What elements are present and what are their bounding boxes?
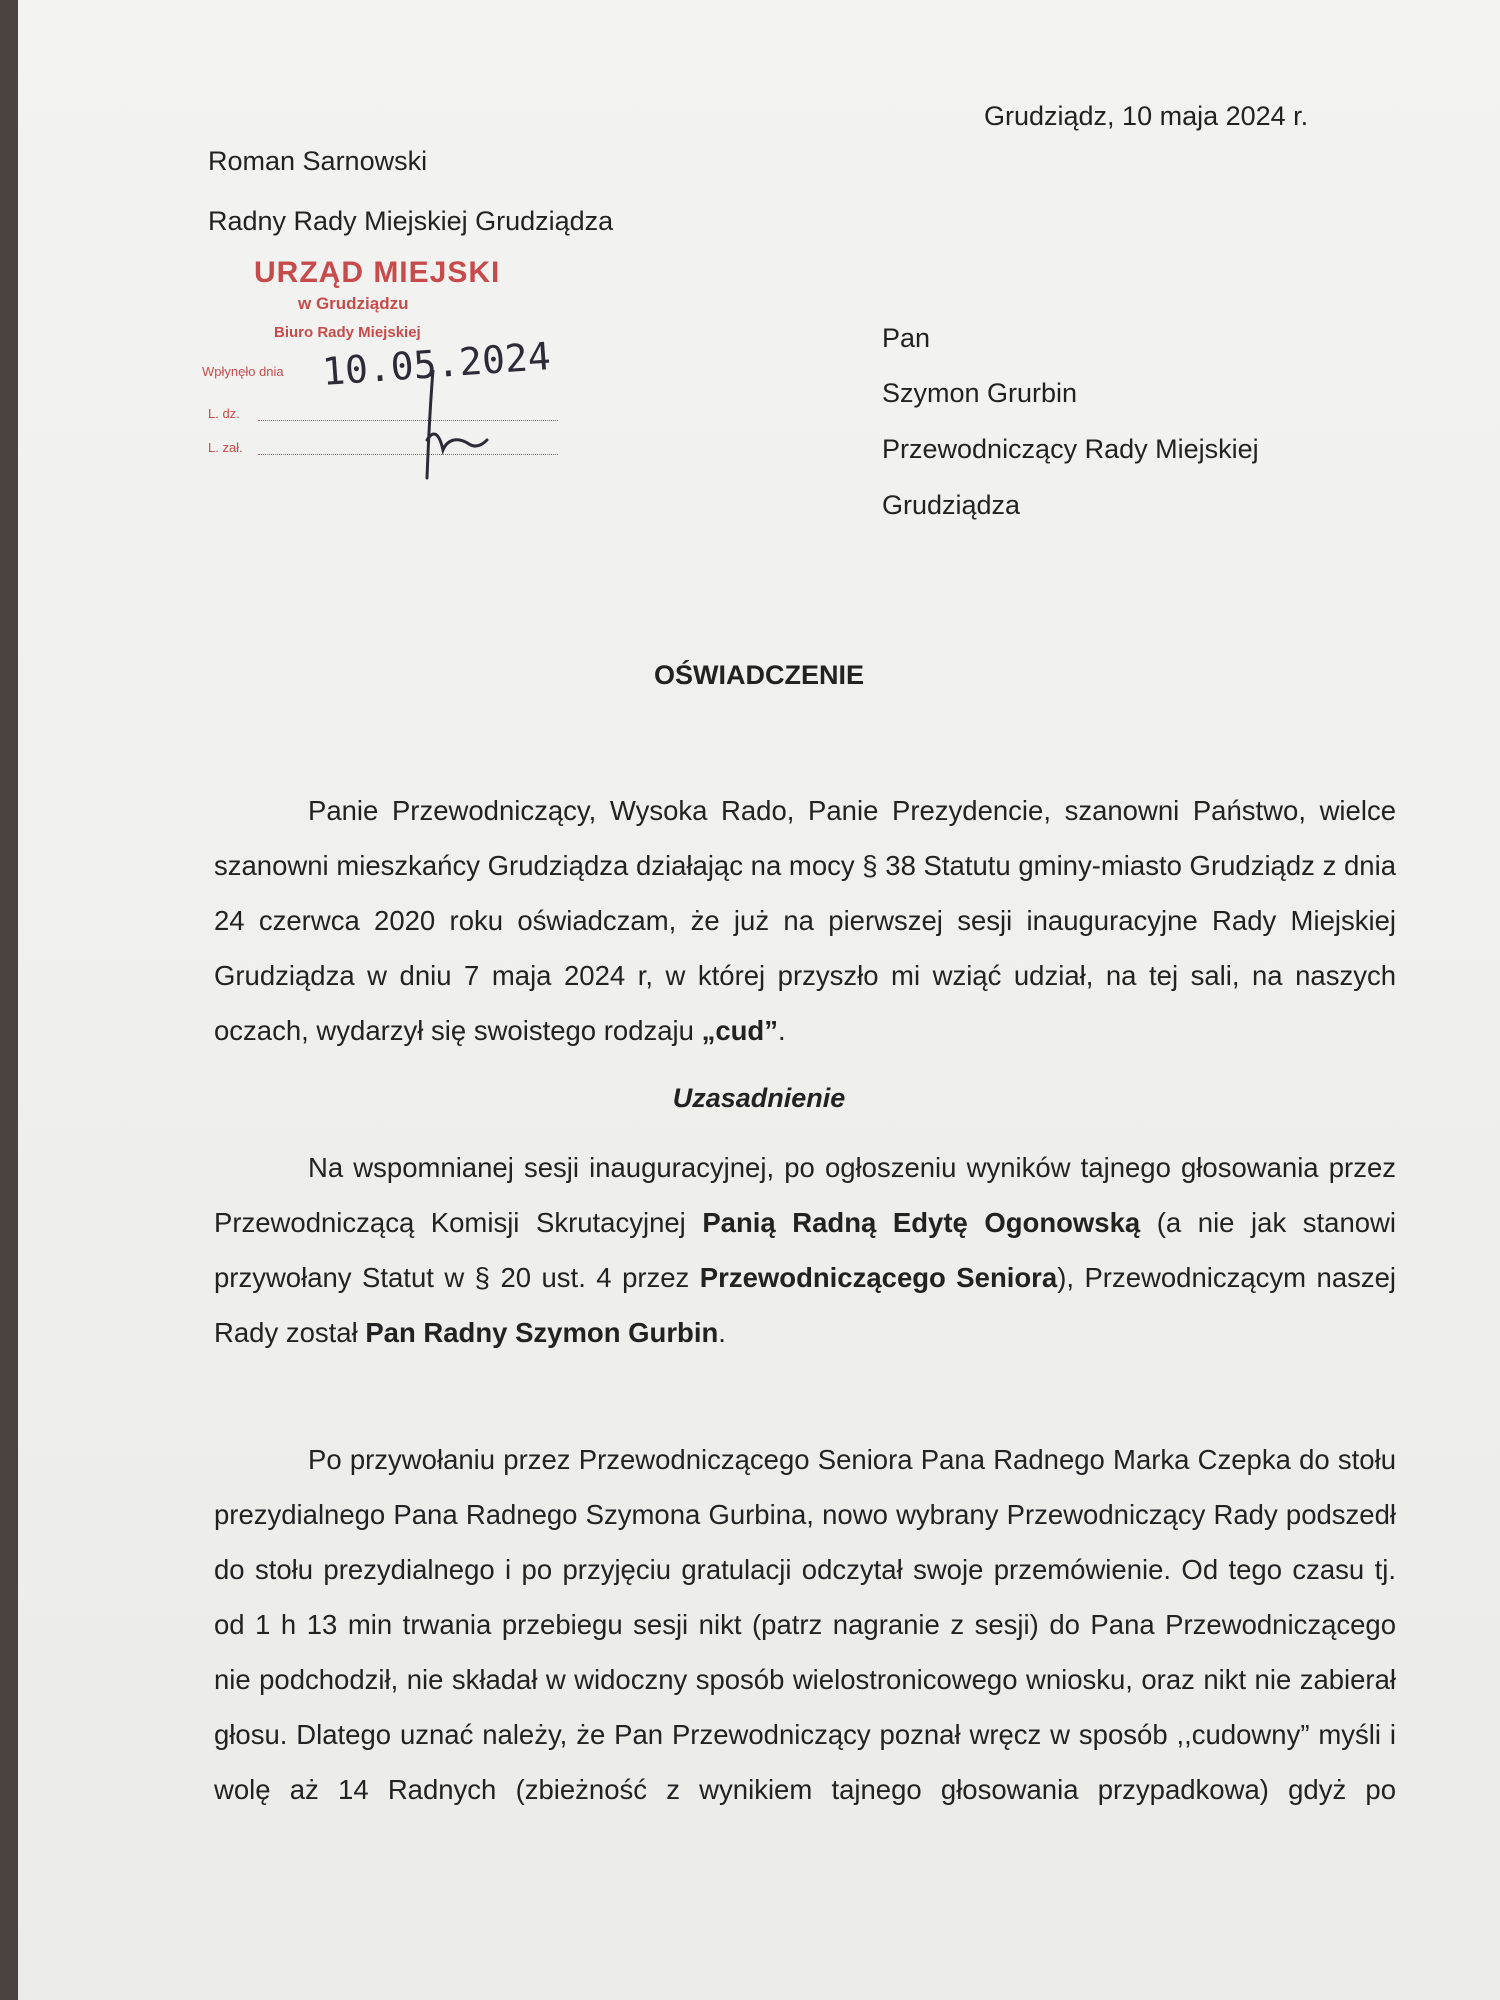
paragraph-2-text-3: ), Przewodniczącym naszej Rady został: [214, 1262, 1397, 1348]
recipient-title-line1: Przewodniczący Rady Miejskiej: [882, 434, 1259, 464]
stamp-received-date: 10.05.2024: [320, 334, 553, 394]
paragraph-2-bold-2: Przewodniczącego Seniora: [699, 1262, 1058, 1293]
stamp-title: URZĄD MIEJSKI: [254, 256, 501, 289]
document-date: Grudziądz, 10 maja 2024 r.: [984, 101, 1309, 131]
paragraph-1-text: Panie Przewodniczący, Wysoka Rado, Panie Prezydencie, szanowni Państwo, wielce szanowni mieszkańcy Grudziądza działając na mocy § 38 Statutu gminy-miasto Grudziądz z dnia 24 czerwca 2020 roku oświadczam, że już na pierwszej sesji inauguracyjne Rady Miejskiej Grudziądza w dniu 7 maja 2024 r, w której przyszło mi wziąć udział, na tej sali, na naszych oczach, wydarzył się swoistego rodzaju: [214, 795, 1396, 1046]
recipient-salutation: Pan: [882, 323, 931, 353]
document-page: [18, 0, 1500, 2000]
document-heading: OŚWIADCZENIE: [653, 660, 864, 690]
recipient-name: Szymon Grurbin: [882, 378, 1078, 408]
recipient-title-line2: Grudziądza: [882, 490, 1021, 520]
paragraph-1: [214, 783, 1396, 1058]
paragraph-1-end: .: [777, 1015, 786, 1046]
paragraph-2-text-1: Na wspomnianej sesji inauguracyjnej, po ogłoszeniu wyników tajnego głosowania przez Przewodniczącą Komisji Skrutacyjnej: [214, 1152, 1396, 1238]
paragraph-3: Po przywołaniu przez Przewodniczącego Seniora Pana Radnego Marka Czepka do stołu prezydialnego Pana Radnego Szymona Gurbina, nowo wybrany Przewodniczący Rady podszedł do stołu prezydialnego i po przyjęciu gratulacji odczytał swoje przemówienie. Od tego czasu tj. od 1 h 13 min trwania przebiegu sesji nikt (patrz nagranie z sesji) do Pana Przewodniczącego nie podchodził, nie składał w widoczny sposób wielostronicowego wniosku, oraz nikt nie zabierał głosu. Dlatego uznać należy, że Pan Przewodniczący poznał wręcz w sposób ,,cudowny” myśli i wolę aż 14 Radnych (zbieżność z wynikiem tajnego głosowania przypadkowa) gdyż po: [214, 1444, 1396, 1805]
stamp-department: Biuro Rady Miejskiej: [274, 324, 421, 341]
sender-name: Roman Sarnowski: [208, 146, 428, 176]
sender-title: Radny Rady Miejskiej Grudziądza: [208, 206, 614, 236]
office-stamp: [188, 250, 588, 490]
stamp-received-label: Wpłynęło dnia: [202, 364, 284, 379]
signature-icon: [403, 370, 493, 480]
stamp-ldz-label: L. dz.: [208, 406, 240, 421]
paragraph-2-bold-1: Panią Radną Edytę Ogonowską: [702, 1207, 1141, 1238]
stamp-lzal-label: L. zał.: [208, 440, 243, 455]
section-subheading: Uzasadnienie: [672, 1083, 846, 1113]
paragraph-2-text-4: .: [718, 1317, 726, 1348]
stamp-city: w Grudziądzu: [298, 294, 409, 313]
paragraph-2-bold-3: Pan Radny Szymon Gurbin: [365, 1317, 719, 1348]
paragraph-1-bold: „cud”: [701, 1015, 778, 1046]
paragraph-2: [214, 1140, 1396, 1360]
paragraph-2-text-2: (a nie jak stanowi przywołany Statut w § 20 ust. 4 przez: [214, 1207, 1397, 1293]
